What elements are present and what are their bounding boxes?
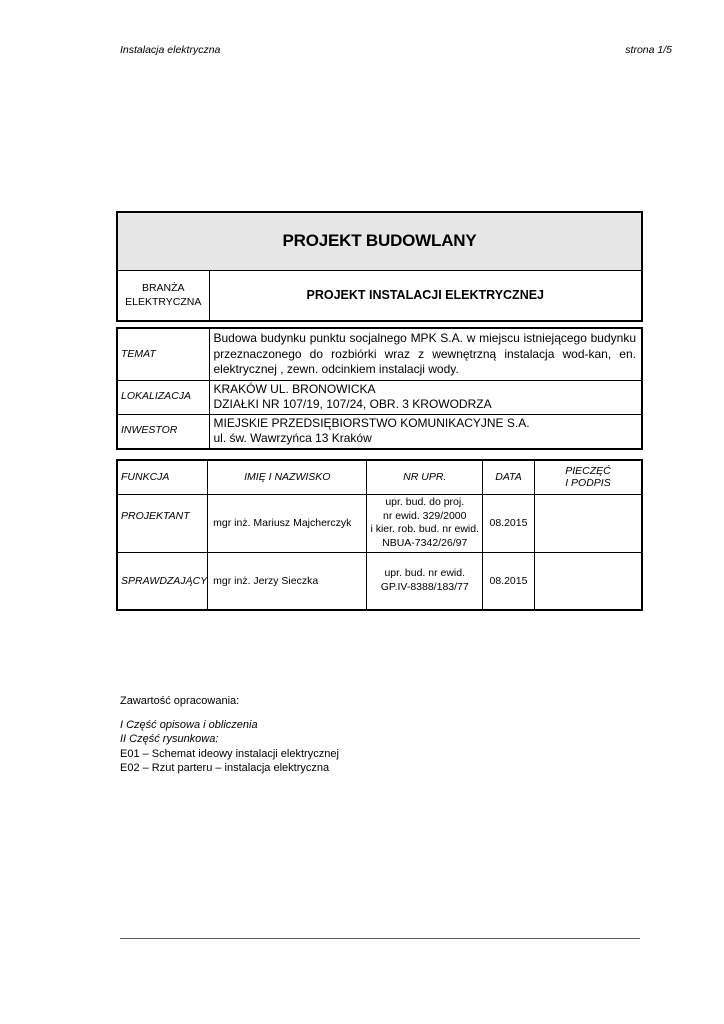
contents-heading: Zawartość opracowania: — [120, 695, 240, 707]
branza-label: BRANŻA — [141, 282, 185, 295]
date-cell: 08.2015 — [483, 494, 535, 552]
contents-section — [120, 694, 339, 776]
page-number: strona 1/5 — [625, 44, 672, 56]
header-funkcja: FUNKCJA — [117, 460, 208, 494]
header-nr-upr: NR UPR. — [367, 460, 483, 494]
inwestor-line-1: MIEJSKIE PRZEDSIĘBIORSTWO KOMUNIKACYJNE S.A. — [213, 415, 530, 430]
inwestor-value — [209, 414, 642, 449]
role-projektant: PROJEKTANT — [117, 494, 208, 552]
running-header-title: Instalacja elektryczna — [120, 44, 221, 56]
project-name: PROJEKT INSTALACJI ELEKTRYCZNEJ — [209, 270, 642, 321]
role-sprawdzajacy: SPRAWDZAJĄCY — [117, 552, 208, 610]
license-line: upr. bud. do proj. — [385, 496, 465, 508]
lokalizacja-line-2: DZIAŁKI NR 107/19, 107/24, OBR. 3 KROWODRZA — [213, 397, 492, 411]
license-line: GP.IV-8388/183/77 — [380, 580, 469, 593]
signature-cell — [534, 552, 642, 610]
contents-item-e01: E01 – Schemat ideowy instalacji elektrycznej — [120, 747, 339, 760]
header-pieczec-line-1: PIECZĘĆ — [565, 465, 611, 478]
inwestor-label: INWESTOR — [117, 414, 209, 449]
branza-cell — [117, 270, 209, 321]
project-info-table — [116, 327, 643, 450]
header-imie: IMIĘ I NAZWISKO — [208, 460, 367, 494]
license-line: upr. bud. nr ewid. — [384, 567, 466, 580]
contents-part-2: II Część rysunkowa: — [120, 733, 219, 745]
lokalizacja-line-1: KRAKÓW UL. BRONOWICKA — [213, 381, 376, 396]
license-number — [367, 552, 483, 610]
license-line: nr ewid. 329/2000 — [383, 509, 467, 522]
lokalizacja-value — [209, 380, 642, 414]
title-block — [116, 211, 643, 322]
inwestor-line-2: ul. św. Wawrzyńca 13 Kraków — [213, 431, 372, 445]
license-line: i kier. rob. bud. nr ewid. — [370, 523, 480, 535]
person-name: mgr inż. Mariusz Majcherczyk — [208, 494, 367, 552]
header-pieczec — [534, 460, 642, 494]
person-name: mgr inż. Jerzy Sieczka — [208, 552, 367, 610]
header-pieczec-line-2: I PODPIS — [565, 477, 611, 490]
signature-cell — [534, 494, 642, 552]
branza-value: ELEKTRYCZNA — [125, 296, 202, 309]
temat-value: Budowa budynku punktu socjalnego MPK S.A. w miejscu istniejącego budynku przeznaczonego do rozbiórki wraz z wewnętrzną instalacja wod-kan, en. elektrycznej , zewn. odcinkiem instalacji wody. — [209, 328, 642, 380]
date-cell: 08.2015 — [483, 552, 535, 610]
contents-item-e02: E02 – Rzut parteru – instalacja elektryczna — [120, 762, 330, 774]
temat-label: TEMAT — [117, 328, 209, 380]
footer-divider — [120, 938, 640, 939]
signatures-table — [116, 459, 643, 611]
header-data: DATA — [483, 460, 535, 494]
table-row — [117, 552, 642, 610]
license-line: NBUA-7342/26/97 — [382, 536, 468, 549]
table-row — [117, 494, 642, 552]
document-title: PROJEKT BUDOWLANY — [117, 212, 642, 270]
license-number — [367, 494, 483, 552]
contents-part-1: I Część opisowa i obliczenia — [120, 718, 258, 731]
lokalizacja-label: LOKALIZACJA — [117, 380, 209, 414]
